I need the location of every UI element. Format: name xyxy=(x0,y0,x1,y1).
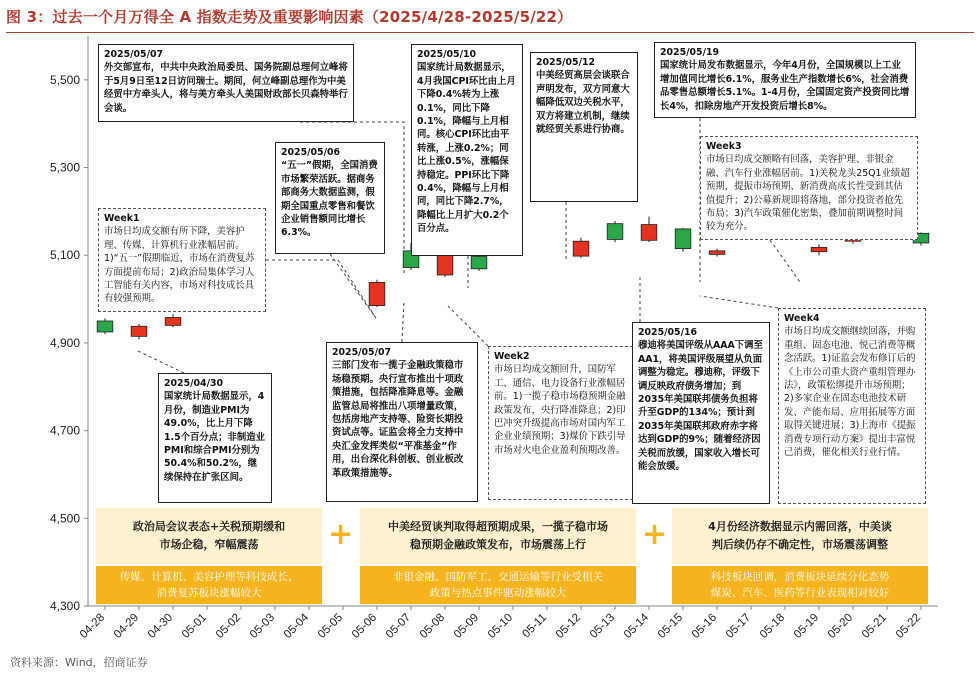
x-tick-label: 05-09 xyxy=(451,611,482,641)
note-20250519-macro-data xyxy=(654,42,916,118)
leader-line xyxy=(770,240,800,282)
note-date: 2025/05/07 xyxy=(104,49,164,60)
x-tick-label: 05-11 xyxy=(520,611,550,641)
x-tick-label: 05-19 xyxy=(791,611,822,641)
note-text: “五一”假期，全国消费市场繁荣活跃。据商务部商务大数据监测，假期全国重点零售和餐饮企业销售额同比增长6.3%。 xyxy=(281,160,378,239)
leader-line xyxy=(448,306,488,346)
note-week-title: Week1 xyxy=(104,213,140,224)
x-tick-label: 05-21 xyxy=(859,611,890,641)
source-note: 资料来源：Wind，招商证券 xyxy=(10,656,148,669)
note-text: 三部门发布一揽子金融政策稳市场稳预期。央行宣布推出十项政策措施，包括降准降息等。金融监管总局将推出八项增量政策，包括房地产支持等、险资长期投资试点等。证监会将全力支持中央汇金发挥类似“平准基金”作用，出台深化科创板、创业板改革政策措施等。 xyxy=(332,360,464,479)
y-tick-label: 4,500 xyxy=(49,511,80,526)
x-tick-label: 05-10 xyxy=(485,611,516,641)
leader-line xyxy=(402,300,404,342)
candle-body xyxy=(165,317,181,325)
note-date: 2025/05/16 xyxy=(638,327,698,338)
band-3-summary: 4月份经济数据显示内需回落，中美谈 判后续仍存不确定性，市场震荡调整 xyxy=(672,508,928,564)
band-2-sectors: 非银金融、国防军工、交通运输等行业受相关 政策与热点事件驱动涨幅较大 xyxy=(360,566,636,604)
note-20250507-financial-policy xyxy=(326,342,478,502)
candle-body xyxy=(369,282,385,305)
note-week-title: Week2 xyxy=(494,351,530,362)
candle-body xyxy=(641,225,657,241)
x-tick-label: 05-02 xyxy=(213,611,244,641)
band-1-sectors: 传媒、计算机、美容护理等科技成长、 消费复苏板块涨幅较大 xyxy=(96,566,322,604)
candle-body xyxy=(573,241,589,256)
note-date: 2025/05/10 xyxy=(417,49,477,60)
y-tick-label: 4,900 xyxy=(49,335,80,350)
y-tick-label: 5,100 xyxy=(49,248,80,263)
y-tick-label: 4,300 xyxy=(49,599,80,613)
note-20250507-trade-talks xyxy=(98,44,354,122)
note-week2 xyxy=(488,346,638,500)
candle-body xyxy=(97,321,113,332)
note-text: 市场日均成交额回升，国防军工、通信、电力设备行业涨幅居前。1)一揽子稳市场稳预期金融政策发布，央行降准降息；2)印巴冲突升级提高市场对国内军工企业业绩预期；3)煤价下跌引导市场对火电企业盈利预期改善。 xyxy=(494,364,626,456)
candle-body xyxy=(811,247,827,251)
x-tick-label: 05-03 xyxy=(247,611,278,641)
x-tick-label: 05-20 xyxy=(825,611,856,641)
band-3-sectors: 科技板块回调，消费板块延续分化态势 煤炭、汽车、医药等行业表现相对较好 xyxy=(672,566,928,604)
candle-body xyxy=(437,255,453,275)
candle-body xyxy=(709,251,725,255)
note-week4 xyxy=(778,308,926,504)
note-text: 国家统计局数据显示，4月我国CPI环比由上月下降0.4%转为上涨0.1%，同比下降0.1%，降幅与上月相同。核心CPI环比由平转涨，上涨0.2%；同比上涨0.5%，涨幅保持稳定。PPI环比下降0.4%，降幅与上月相同，同比下降2.7%，降幅比上月扩大0.2个百分点。 xyxy=(417,62,516,235)
candle-body xyxy=(471,257,487,269)
x-tick-label: 05-12 xyxy=(553,611,584,641)
band-1-summary: 政治局会议表态+关税预期缓和 市场企稳，窄幅震荡 xyxy=(96,508,322,564)
note-date: 2025/05/07 xyxy=(332,347,392,358)
figure-title: 图 3：过去一个月万得全 A 指数走势及重要影响因素（2025/4/28-2025/5/22） xyxy=(6,8,573,26)
x-tick-label: 04-28 xyxy=(77,611,108,641)
band-2-summary: 中美经贸谈判取得超预期成果，一揽子稳市场 稳预期金融政策发布，市场震荡上行 xyxy=(360,508,636,564)
note-text: 市场日均成交额继续回落，并购重组、固态电池、悦己消费等概念活跃。1)证监会发布修订后的《上市公司重大资产重组管理办法》，政策松绑提升市场预期；2)多家企业在固态电池技术研发、产能布局、应用拓展等方面取得关键进展；3)上海市《提振消费专项行动方案》提出丰富悦己消费，催化相关行业行情。 xyxy=(784,326,916,459)
note-text: 国家统计局发布数据显示，今年4月份，全国规模以上工业增加值同比增长6.1%，服务业生产指数增长6%，社会消费品零售总额增长5.1%。1-4月份，全国固定资产投资同比增长4%，扣除房地产开发投资后增长8%。 xyxy=(660,60,910,112)
x-tick-label: 05-08 xyxy=(417,611,448,641)
leader-line xyxy=(700,296,778,308)
candle-body xyxy=(675,229,691,249)
band-separator-plus: + xyxy=(642,517,668,552)
note-week-title: Week3 xyxy=(706,141,742,152)
x-tick-label: 05-15 xyxy=(655,611,686,641)
x-tick-label: 05-05 xyxy=(315,611,346,641)
x-tick-label: 04-30 xyxy=(145,611,176,641)
note-date: 2025/05/06 xyxy=(281,147,341,158)
x-tick-label: 05-18 xyxy=(757,611,788,641)
leader-line xyxy=(138,351,184,373)
note-20250516-moodys-downgrade xyxy=(632,322,770,504)
note-text: 市场日均成交额有所下降，美容护理、传媒、计算机行业涨幅居前。1)“五一”假期临近，市场在消费复苏方面提前布局；2)政治局集体学习人工智能有关内容，市场对科技成长具有较强预期。 xyxy=(104,226,255,305)
note-week-title: Week4 xyxy=(784,313,820,324)
note-text: 市场日均成交额略有回落，美容护理、非银金融、汽车行业涨幅居前。1)关税龙头25Q1业绩超预期，提振市场预期、新消费高成长性受到其估值提升；2)公募新规即将落地，部分投资者抢先布局；3)汽车政策催化密集，叠加前期调整时间较为充分。 xyxy=(706,154,910,233)
x-tick-label: 05-13 xyxy=(587,611,618,641)
leader-line xyxy=(266,260,376,318)
note-20250506-holiday-consumption xyxy=(275,142,385,254)
x-tick-label: 05-14 xyxy=(621,611,652,641)
note-date: 2025/05/12 xyxy=(536,57,596,68)
note-week1 xyxy=(98,208,266,312)
band-separator-plus: + xyxy=(328,517,354,552)
note-date: 2025/04/30 xyxy=(164,378,224,389)
note-20250512-sino-us-statement xyxy=(530,52,638,202)
y-tick-label: 5,500 xyxy=(49,72,80,87)
note-week3 xyxy=(700,136,918,240)
x-tick-label: 05-17 xyxy=(723,611,754,641)
candle-body xyxy=(607,224,623,240)
x-tick-label: 05-16 xyxy=(689,611,720,641)
y-tick-label: 4,700 xyxy=(49,423,80,438)
note-text: 国家统计局数据显示，4月份，制造业PMI为49.0%，比上月下降1.5个百分点；非制造业PMI和综合PMI分别为50.4%和50.2%，继续保持在扩张区间。 xyxy=(164,391,265,483)
y-tick-label: 5,300 xyxy=(49,160,80,175)
x-tick-label: 05-22 xyxy=(893,611,924,641)
note-20250430-pmi xyxy=(158,373,272,503)
candle-body xyxy=(131,326,147,336)
note-20250510-cpi-ppi xyxy=(411,44,523,256)
note-text: 穆迪将美国评级从AAA下调至AA1，将美国评级展望从负面调整为稳定。穆迪称，评级下调反映政府债务增加；到2035年美国联邦债务负担将升至GDP的134%；预计到2035年美国联邦政府赤字将达到GDP的9%；随着经济因关税而放缓，国家收入增长可能会放缓。 xyxy=(638,340,763,473)
note-text: 中美经贸高层会谈联合声明发布，双方同意大幅降低双边关税水平，双方将建立机制，继续就经贸关系进行协商。 xyxy=(536,70,630,136)
x-tick-label: 05-01 xyxy=(179,611,210,641)
note-text: 外交部宣布，中共中央政治局委员、国务院副总理何立峰将于5月9日至12日访问瑞士。期间，何立峰副总理作为中美经贸中方牵头人，将与美方牵头人美国财政部长贝森特举行会谈。 xyxy=(104,62,348,114)
x-tick-label: 05-04 xyxy=(281,611,312,641)
x-tick-label: 05-06 xyxy=(349,611,380,641)
x-tick-label: 05-07 xyxy=(383,611,414,641)
x-tick-label: 04-29 xyxy=(111,611,142,641)
note-date: 2025/05/19 xyxy=(660,47,720,58)
